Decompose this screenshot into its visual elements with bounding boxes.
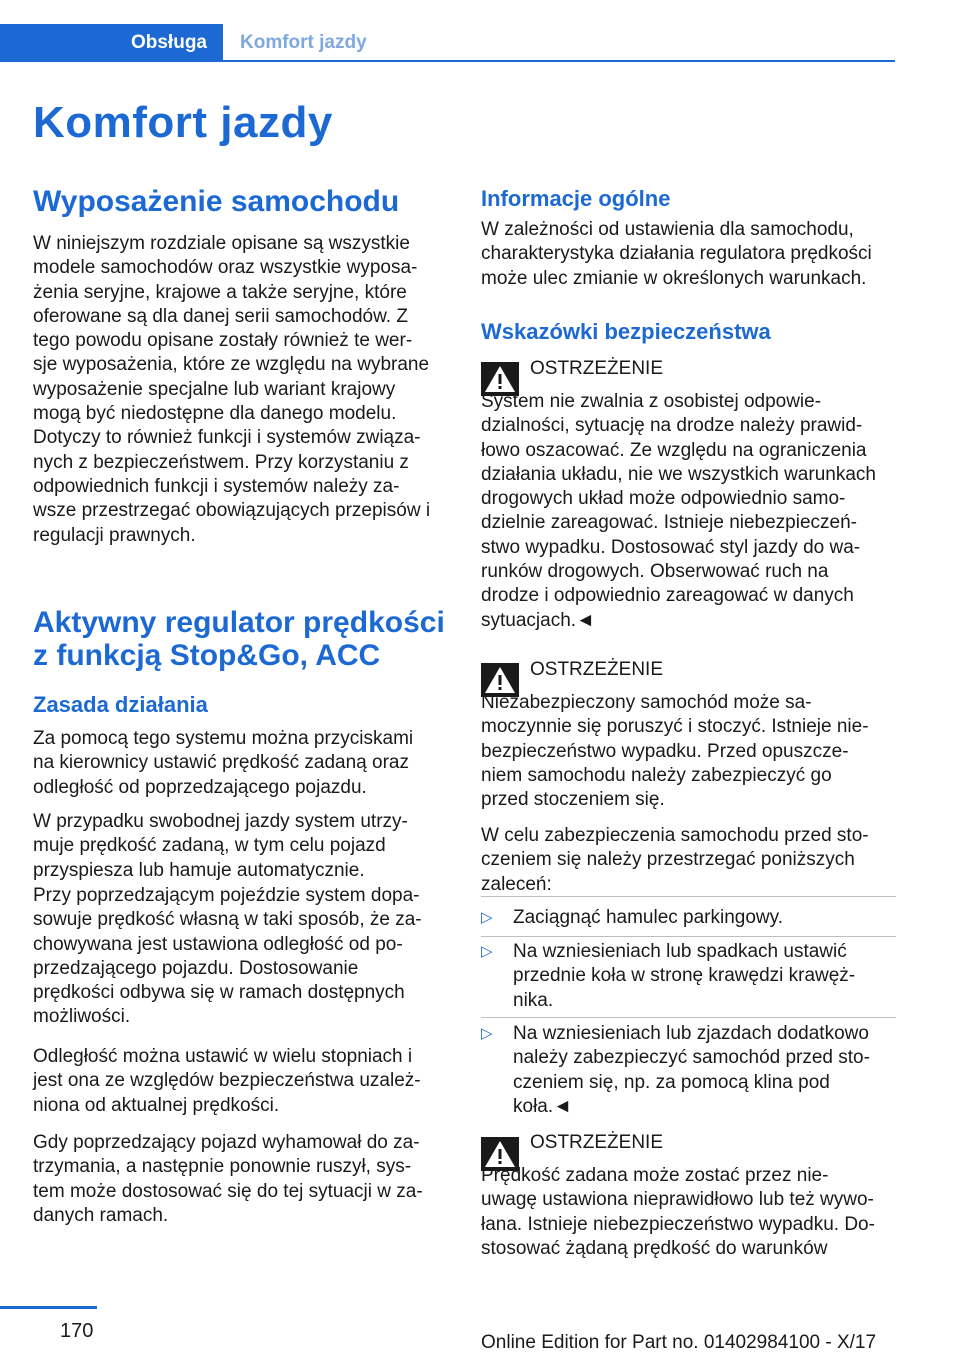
text-line: muje prędkość zadaną, w tym celu pojazd	[33, 835, 386, 857]
text-line: regulacji prawnych.	[33, 524, 196, 546]
text-line: łowo oszacować. Ze względu na ograniczenia	[481, 439, 867, 461]
text-line: Dotyczy to również funkcji i systemów związa‐	[33, 427, 421, 449]
para-zasada-2	[33, 810, 453, 883]
text-line: tem może dostosować się do tej sytuacji w za‐	[33, 1180, 423, 1202]
text-line: Niezabezpieczony samochód może sa‐	[481, 692, 812, 713]
subsection-title-zasada: Zasada działania	[33, 692, 208, 717]
text-line: charakterystyka działania regulatora prędkości	[481, 243, 872, 265]
footer-accent-line	[0, 1306, 97, 1309]
text-line: moczynnie się poruszyć i stoczyć. Istnieje nie‐	[481, 716, 869, 738]
text-line: Przy poprzedzającym pojeździe system dopa‐	[33, 885, 420, 906]
text-line: niona od aktualnej prędkości.	[33, 1094, 280, 1116]
text-line: stosować żądaną prędkość do warunków	[481, 1237, 828, 1259]
list-divider	[481, 936, 896, 937]
text-line: odległość od poprzedzającego pojazdu.	[33, 776, 367, 798]
edition-note: Online Edition for Part no. 01402984100 - X/17	[481, 1332, 877, 1353]
section-title-wyposazenie: Wyposażenie samochodu	[33, 185, 400, 218]
text-line: sytuacjach.◄	[481, 609, 595, 631]
text-line: drogowych układ może odpowiednio samo‐	[481, 488, 846, 510]
text-line: Za pomocą tego systemu można przyciskami	[33, 728, 414, 749]
text-line: przed stoczeniem się.	[481, 789, 665, 811]
text-line: W przypadku swobodnej jazdy system utrzy‐	[33, 811, 408, 832]
warning-label-3: OSTRZEŻENIE	[530, 1132, 664, 1153]
text-line: W niniejszym rozdziale opisane są wszystkie	[33, 233, 410, 254]
tab-obsluga[interactable]: Obsługa	[0, 24, 223, 62]
text-line: odpowiednich funkcji i systemów należy za‐	[33, 475, 400, 497]
text-line: przedzającego pojazdu. Dostosowanie	[33, 957, 359, 979]
text-line: danych ramach.	[33, 1204, 169, 1226]
text-line: prędkości odbywa się w ramach dostępnych	[33, 982, 405, 1004]
text-line: runków drogowych. Obserwować ruch na	[481, 561, 829, 583]
text-line: wsze przestrzegać obowiązujących przepisów i	[33, 500, 431, 522]
text-line: sowuje prędkość własną w taki sposób, że za‐	[33, 909, 422, 931]
text-line: dzielnie zareagować. Istnieje niebezpieczeń‐	[481, 512, 858, 534]
para-informacje	[481, 218, 901, 291]
text-line: System nie zwalnia z osobistej odpowie‐	[481, 391, 822, 412]
text-line: chowywana jest ustawiona odległość od po‐	[33, 933, 403, 955]
text-line: działania układu, nie we wszystkich warunkach	[481, 463, 876, 485]
text-line: tego powodu opisane zostały również te wer‐	[33, 330, 413, 352]
warning-text-3	[481, 1164, 901, 1261]
warning-text-2	[481, 691, 901, 812]
list-divider	[481, 1017, 896, 1018]
text-line: Gdy poprzedzający pojazd wyhamował do za‐	[33, 1132, 420, 1153]
para-zasada-4	[33, 1045, 453, 1118]
page-title: Komfort jazdy	[33, 98, 333, 147]
warning-label-2: OSTRZEŻENIE	[530, 659, 664, 680]
text-line: przyspiesza lub hamuje automatycznie.	[33, 859, 365, 881]
page-number: 170	[60, 1320, 94, 1342]
list-divider	[481, 896, 896, 897]
para-zasada-3	[33, 884, 453, 1030]
text-line: modele samochodów oraz wszystkie wyposa‐	[33, 257, 418, 279]
text-line: może ulec zmianie w określonych warunkach.	[481, 267, 867, 289]
text-line: mogą być niedostępne dla danego modelu.	[33, 403, 397, 425]
text-line: bezpieczeństwo wypadku. Przed opuszcze‐	[481, 740, 849, 762]
text-line: oferowane są dla danej serii samochodów. Z	[33, 305, 408, 327]
subsection-title-informacje: Informacje ogólne	[481, 186, 671, 211]
text-line: jest ona ze względów bezpieczeństwa uzależ‐	[33, 1070, 421, 1092]
text-line: na kierownicy ustawić prędkość zadaną oraz	[33, 752, 409, 774]
text-line: Prędkość zadana może zostać przez nie‐	[481, 1165, 829, 1186]
text-line: uwagę ustawiona nieprawidłowo lub też wywo‐	[481, 1189, 874, 1211]
list-item-text: czeniem się, np. za pomocą klina pod	[513, 1071, 830, 1093]
text-line: możliwości.	[33, 1006, 131, 1028]
list-bullet-icon: ▷	[481, 943, 493, 960]
list-item-text: Na wzniesieniach lub zjazdach dodatkowo	[513, 1023, 869, 1044]
subsection-title-wskazowki: Wskazówki bezpieczeństwa	[481, 319, 771, 344]
text-line: Odległość można ustawić w wielu stopniach i	[33, 1046, 413, 1067]
list-item-text: przednie koła w stronę krawędzi krawęż‐	[513, 965, 856, 987]
text-line: żenia seryjne, krajowe a także seryjne, które	[33, 281, 407, 303]
para-zasada-1	[33, 727, 453, 800]
text-line: zaleceń:	[481, 873, 552, 895]
tab-komfort-jazdy[interactable]: Komfort jazdy	[240, 32, 367, 53]
warning-label-1: OSTRZEŻENIE	[530, 358, 664, 379]
section-wyposazenie-text	[33, 232, 453, 548]
para-zasada-5	[33, 1131, 453, 1228]
list-item-text: Na wzniesieniach lub spadkach ustawić	[513, 941, 847, 962]
text-line: W zależności od ustawienia dla samochodu,	[481, 219, 854, 240]
text-line: dzialności, sytuację na drodze należy prawid‐	[481, 415, 863, 437]
text-line: drodze i odpowiednio zareagować w danych	[481, 585, 854, 607]
list-item-text: nika.	[513, 989, 554, 1011]
list-item-text: koła.◄	[513, 1095, 572, 1117]
warning-text-1	[481, 390, 901, 633]
text-line: sje wyposażenia, które ze względu na wybrane	[33, 354, 430, 376]
text-line: trzymania, a następnie ponownie ruszył, sys‐	[33, 1156, 412, 1178]
section-title-acc-line2: z funkcją Stop&Go, ACC	[33, 639, 381, 672]
section-title-acc-line1: Aktywny regulator prędkości	[33, 606, 445, 639]
list-bullet-icon: ▷	[481, 1025, 493, 1042]
text-line: W celu zabezpieczenia samochodu przed sto‐	[481, 825, 869, 846]
list-item-text: Zaciągnąć hamulec parkingowy.	[513, 907, 784, 928]
text-line: niem samochodu należy zabezpieczyć go	[481, 764, 832, 786]
header-bar	[0, 24, 895, 62]
text-line: łana. Istnieje niebezpieczeństwo wypadku. Do‐	[481, 1213, 875, 1235]
warning-text-2-extra	[481, 824, 901, 897]
text-line: nych z bezpieczeństwem. Przy korzystaniu z	[33, 451, 409, 473]
text-line: stwo wypadku. Dostosować styl jazdy do wa‐	[481, 536, 861, 558]
list-item-text: należy zabezpieczyć samochód przed sto‐	[513, 1047, 870, 1069]
list-bullet-icon: ▷	[481, 909, 493, 926]
header-divider	[223, 60, 895, 62]
text-line: wyposażenie specjalne lub wariant krajowy	[33, 378, 396, 400]
text-line: czeniem się należy przestrzegać poniższych	[481, 849, 855, 871]
